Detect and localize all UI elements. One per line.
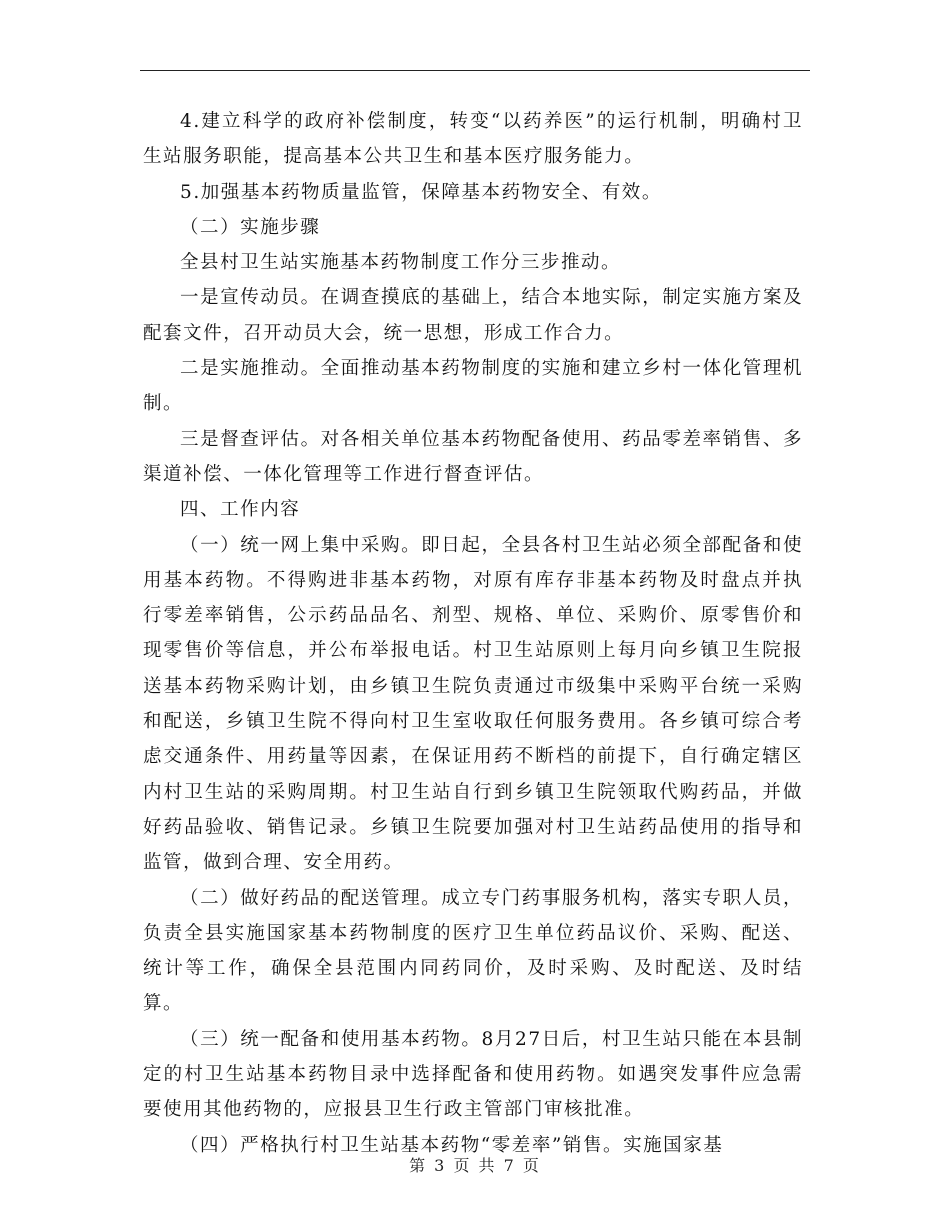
paragraph-step-two-implementation: 二是实施推动。全面推动基本药物制度的实施和建立乡村一体化管理机制。 xyxy=(143,358,803,415)
body-text xyxy=(143,104,803,1163)
page-footer: 第 3 页 共 7 页 xyxy=(409,1156,541,1175)
paragraph-zero-markup-sales: （四）严格执行村卫生站基本药物“零差率”销售。实施国家基 xyxy=(180,1134,724,1156)
header-rule xyxy=(140,70,810,71)
section-heading-work-content: 四、工作内容 xyxy=(180,499,301,521)
paragraph-three-steps: 全县村卫生站实施基本药物制度工作分三步推动。 xyxy=(180,252,622,274)
paragraph-step-three-evaluation: 三是督查评估。对各相关单位基本药物配备使用、药品零差率销售、多渠道补偿、一体化管理等工作进行督查评估。 xyxy=(143,428,803,485)
paragraph-quality-supervision: 5.加强基本药物质量监管，保障基本药物安全、有效。 xyxy=(180,181,662,203)
paragraph-centralized-purchasing: （一）统一网上集中采购。即日起，全县各村卫生站必须全部配备和使用基本药物。不得购进非基本药物，对原有库存非基本药物及时盘点并执行零差率销售，公示药品品名、剂型、规格、单位、采购价、原零售价和现零售价等信息，并公布举报电话。村卫生站原则上每月向乡镇卫生院报送基本药物采购计划，由乡镇卫生院负责通过市级集中采购平台统一采购和配送，乡镇卫生院不得向村卫生室收取任何服务费用。各乡镇可综合考虑交通条件、用药量等因素，在保证用药不断档的前提下，自行确定辖区内村卫生站的采购周期。村卫生站自行到乡镇卫生院领取代购药品，并做好药品验收、销售记录。乡镇卫生院要加强对村卫生站药品使用的指导和监管，做到合理、安全用药。 xyxy=(143,534,803,874)
subheading-implementation-steps: （二）实施步骤 xyxy=(180,216,321,238)
paragraph-unified-usage: （三）统一配备和使用基本药物。8月27日后，村卫生站只能在本县制定的村卫生站基本药物目录中选择配备和使用药物。如遇突发事件应急需要使用其他药物的，应报县卫生行政主管部门审核批准。 xyxy=(143,1028,803,1121)
paragraph-step-one-mobilization: 一是宣传动员。在调查摸底的基础上，结合本地实际，制定实施方案及配套文件，召开动员大会，统一思想，形成工作合力。 xyxy=(143,287,803,344)
paragraph-distribution-management: （二）做好药品的配送管理。成立专门药事服务机构，落实专职人员，负责全县实施国家基本药物制度的医疗卫生单位药品议价、采购、配送、统计等工作，确保全县范围内同药同价，及时采购、及时配送、及时结算。 xyxy=(143,887,803,1015)
paragraph-compensation-mechanism: 4.建立科学的政府补偿制度，转变“以药养医”的运行机制，明确村卫生站服务职能，提高基本公共卫生和基本医疗服务能力。 xyxy=(143,111,803,168)
